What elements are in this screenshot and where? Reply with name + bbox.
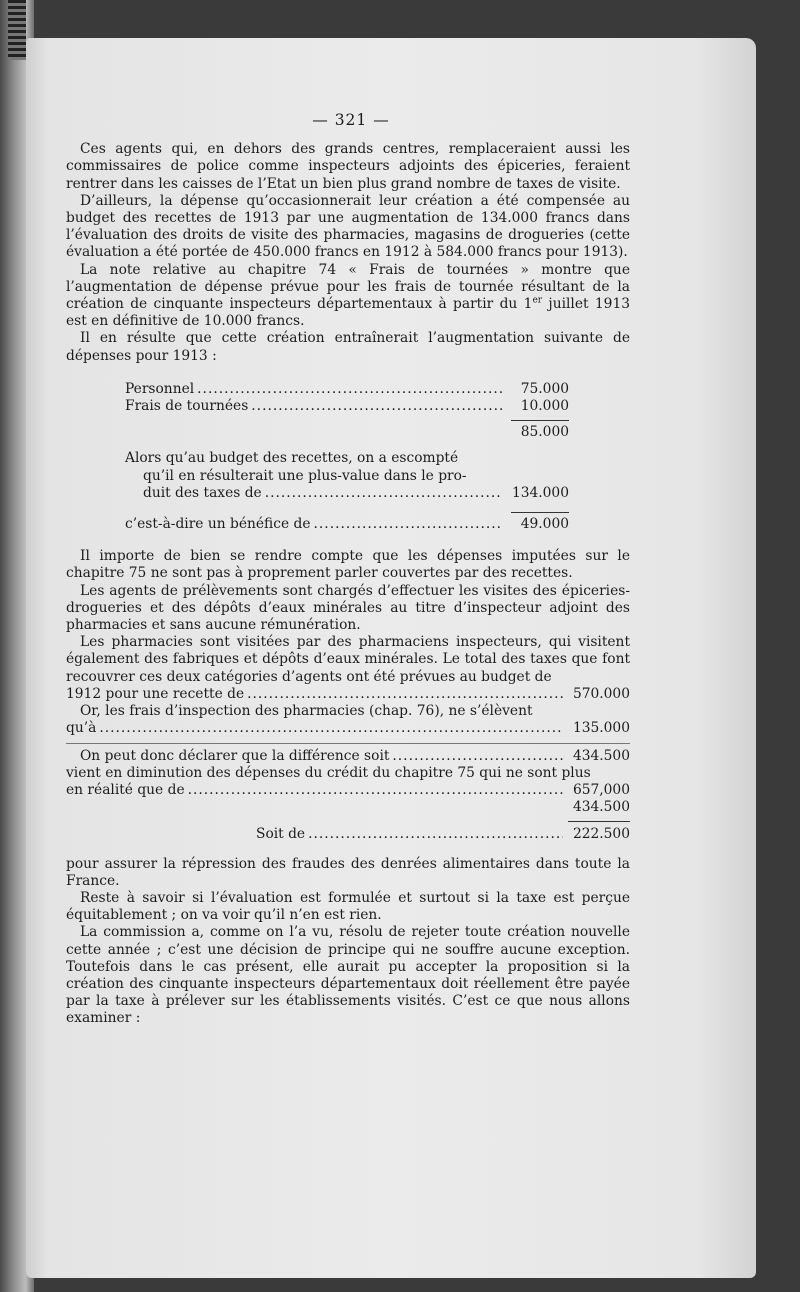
paragraph: Les pharmacies sont visitées par des pharmaciens inspecteurs, qui visitent également des fabriques et dépôts d’eaux minérales. Le total des taxes que font recouvrer ces deux catégories d’agents ont été prévues au budget de	[66, 634, 630, 685]
table-row: qu’à ..... 135.000	[66, 720, 630, 737]
paragraph: La note relative au chapitre 74 « Frais de tournées » montre que l’augmentation de dépense prévue pour les frais de tournée résultant de la création de cinquante inspecteurs départementaux à partir du 1er juillet 1913 est en définitive de 10.000 francs.	[66, 261, 630, 330]
table-row: Soit de ..... 222.500	[256, 826, 630, 843]
paragraph: Il en résulte que cette création entraînerait l’augmentation suivante de dépenses pour 1913 :	[66, 330, 630, 364]
subtracted-amount: 434.500	[572, 799, 630, 816]
table-row: Alors qu’au budget des recettes, on a escompté qu’il en résulterait une plus-value dans le pro- duit des taxes de ..... 134.000	[125, 450, 569, 502]
paragraph: Ces agents qui, en dehors des grands centres, remplaceraient aussi les commissaires de police comme inspecteurs adjoints des épiceries, feraient rentrer dans les caisses de l’Etat un bien plus grand nombre de taxes de visite.	[66, 141, 630, 192]
paragraph: D’ailleurs, la dépense qu’occasionnerait leur création a été compensée au budget des recettes de 1913 par une augmentation de 134.000 francs dans l’évaluation des droits de visite des pharmacies, magasins de drogueries (cette évaluation a été portée de 450.000 francs en 1912 à 584.000 francs pour 1913).	[66, 192, 630, 261]
expense-table	[125, 381, 569, 533]
paragraph: Il importe de bien se rendre compte que les dépenses imputées sur le chapitre 75 ne sont pas à proprement parler couvertes par des recettes.	[66, 548, 630, 582]
paragraph: Les agents de prélèvements sont chargés d’effectuer les visites des épiceries-drogueries et des dépôts d’eaux minérales au titre d’inspecteur adjoint des pharmacies et sans aucune rémunération.	[66, 582, 630, 634]
paragraph: vient en diminution des dépenses du crédit du chapitre 75 qui ne sont plus	[66, 764, 591, 781]
table-row: Personnel ..... 75.000	[125, 381, 569, 398]
page-content	[66, 112, 630, 1028]
sum-rule	[568, 821, 630, 822]
paragraph: La commission a, comme on l’a vu, résolu de rejeter toute création nouvelle cette année ; c’est une décision de principe qui ne souffre aucune exception. Toutefois dans le cas présent, elle aurait pu accepter la proposition si la création des cinquante inspecteurs départementaux doit réellement être payée par la taxe à prélever sur les établissements visités. C’est ce que nous allons examiner :	[66, 924, 630, 1027]
binding-stitches	[8, 0, 26, 60]
table-row: en réalité que de ..... 657,000	[66, 782, 630, 799]
page-number: — 321 —	[312, 111, 390, 129]
paragraph: pour assurer la répression des fraudes des denrées alimentaires dans toute la France.	[66, 855, 630, 889]
table-row: 1912 pour une recette de ..... 570.000	[66, 686, 630, 703]
table-row: On peut donc déclarer que la différence soit ..... 434.500	[66, 748, 630, 765]
sum-rule	[511, 420, 569, 421]
paragraph: Reste à savoir si l’évaluation est formulée et surtout si la taxe est perçue équitablement ; on va voir qu’il n’en est rien.	[66, 889, 630, 924]
divider	[66, 743, 630, 744]
sum-rule	[511, 512, 569, 513]
subtotal: 85.000	[520, 424, 569, 441]
paragraph: Or, les frais d’inspection des pharmacies (chap. 76), ne s’élèvent	[80, 703, 533, 720]
table-row: Frais de tournées ..... 10.000	[125, 398, 569, 415]
table-row: c’est-à-dire un bénéfice de ..... 49.000	[125, 516, 569, 533]
